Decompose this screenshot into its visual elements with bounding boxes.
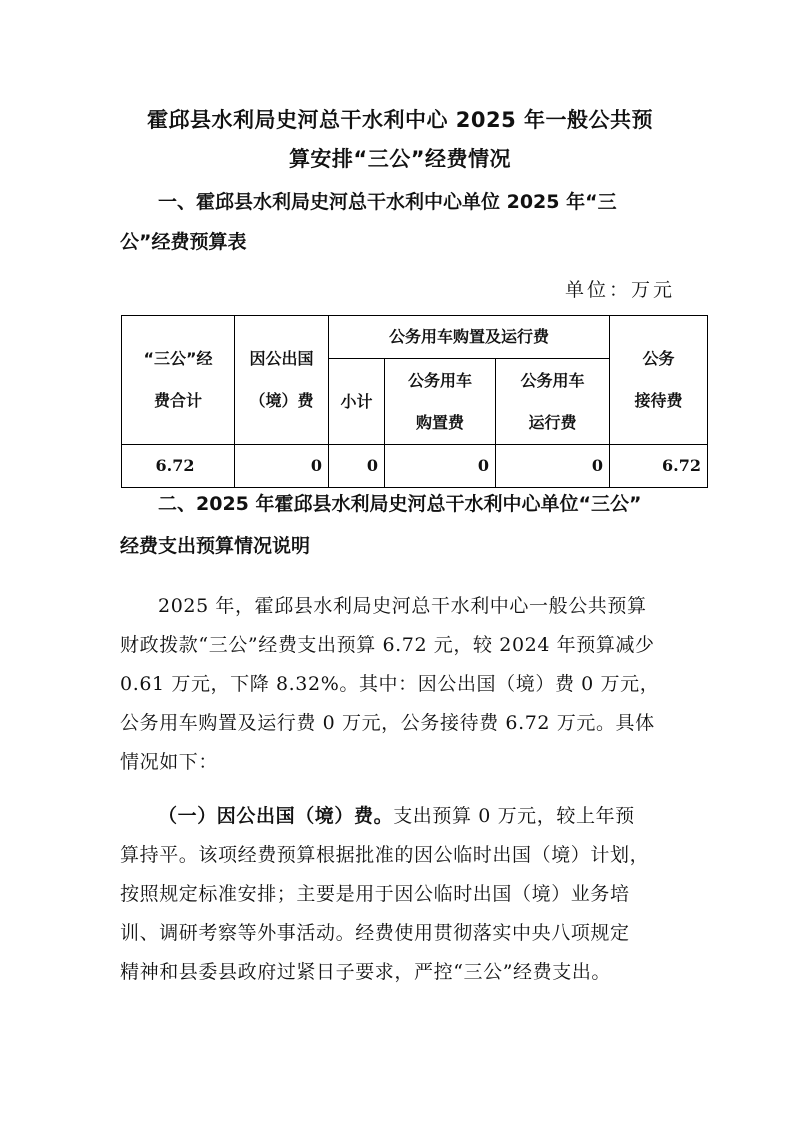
header-abroad-line-2: （境）费 (249, 391, 314, 410)
paragraph-1-line-1: 2025 年，霍邱县水利局史河总干水利中心一般公共预算 (158, 595, 647, 617)
header-car-group: 公务用车购置及运行费 (329, 316, 610, 359)
header-car-operation (496, 359, 610, 445)
paragraph-1-line-4: 公务用车购置及运行费 0 万元，公务接待费 6.72 万元。具体 (120, 712, 655, 734)
paragraph-1-line-3: 0.61 万元，下降 8.32%。其中：因公出国（境）费 0 万元， (120, 673, 660, 695)
section-2-heading-line-2: 经费支出预算情况说明 (120, 535, 311, 557)
three-public-expenses-table (121, 315, 708, 488)
paragraph-2-line-5: 精神和县委县政府过紧日子要求，严控“三公”经费支出。 (120, 961, 612, 983)
header-total (122, 316, 235, 445)
header-reception-line-2: 接待费 (634, 391, 683, 410)
cell-car-operation: 0 (496, 445, 610, 488)
section-1-heading-line-2: 公”经费预算表 (120, 231, 247, 253)
paragraph-1-line-5: 情况如下： (120, 751, 219, 773)
header-car-operation-line-2: 运行费 (528, 412, 577, 432)
paragraph-2-line-2: 算持平。该项经费预算根据批准的因公临时出国（境）计划， (120, 844, 650, 866)
paragraph-1-line-2: 财政拨款“三公”经费支出预算 6.72 元，较 2024 年预算减少 (120, 634, 655, 656)
header-reception (610, 316, 708, 445)
section-1-heading-line-1: 一、霍邱县水利局史河总干水利中心单位 2025 年“三 (158, 191, 617, 213)
header-car-purchase-line-2: 购置费 (415, 412, 464, 432)
header-car-purchase-line-1: 公务用车 (407, 370, 472, 390)
paragraph-2-line-1 (158, 797, 718, 836)
table-row (122, 445, 708, 488)
document-title-line-2: 算安排“三公”经费情况 (288, 147, 512, 171)
header-abroad (235, 316, 329, 445)
header-reception-line-1: 公务 (642, 349, 675, 368)
header-car-purchase (385, 359, 496, 445)
cell-subtotal: 0 (329, 445, 385, 488)
paragraph-2-line-4: 训、调研考察等外事活动。经费使用贯彻落实中央八项规定 (120, 922, 630, 944)
paragraph-2-heading: （一）因公出国（境）费。 (158, 805, 394, 827)
header-car-operation-line-1: 公务用车 (520, 370, 585, 390)
document-title-line-1: 霍邱县水利局史河总干水利中心 2025 年一般公共预 (146, 108, 654, 132)
paragraph-2-line-1-text: 支出预算 0 万元，较上年预 (393, 805, 635, 827)
header-subtotal: 小计 (329, 359, 385, 445)
cell-abroad: 0 (235, 445, 329, 488)
header-abroad-line-1: 因公出国 (249, 349, 314, 368)
section-2-heading-line-1: 二、2025 年霍邱县水利局史河总干水利中心单位“三公” (158, 493, 642, 515)
header-total-line-1: “三公”经 (143, 349, 213, 368)
paragraph-2-line-3: 按照规定标准安排；主要是用于因公临时出国（境）业务培 (120, 883, 630, 905)
cell-car-purchase: 0 (385, 445, 496, 488)
header-total-line-2: 费合计 (153, 391, 202, 410)
unit-label: 单位：万元 (564, 279, 675, 301)
cell-reception: 6.72 (610, 445, 708, 488)
cell-total: 6.72 (122, 445, 235, 488)
